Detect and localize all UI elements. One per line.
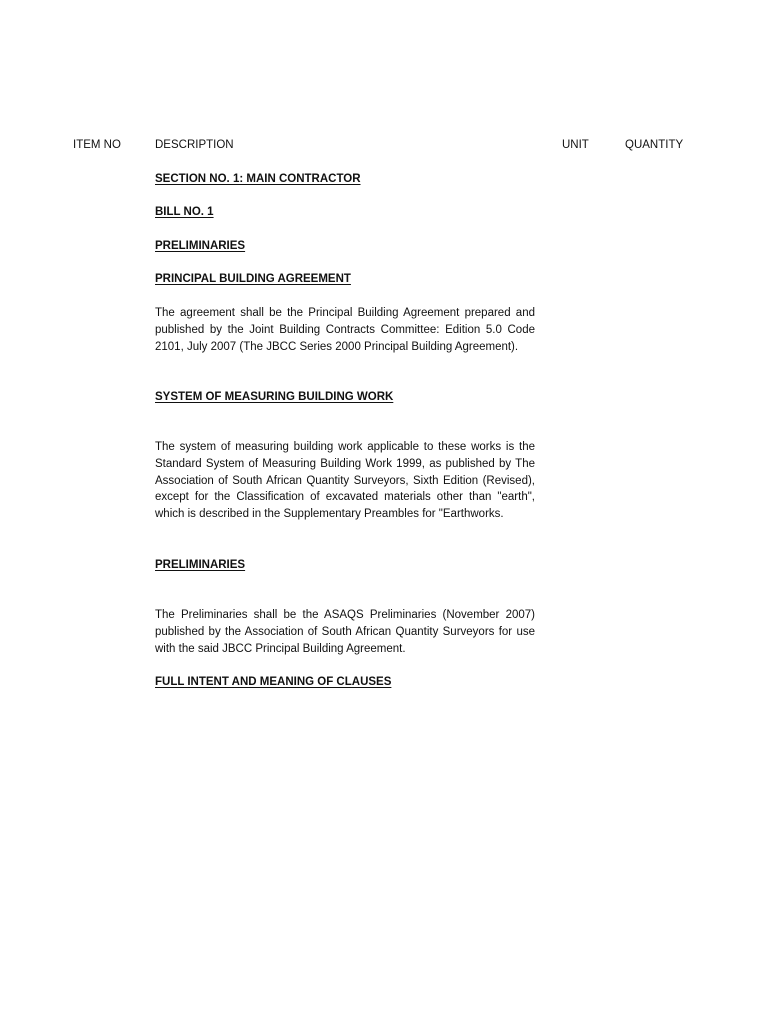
full-intent-heading: FULL INTENT AND MEANING OF CLAUSES [155,676,392,688]
preliminaries-heading-2: PRELIMINARIES [155,559,246,571]
bill-heading: BILL NO. 1 [155,206,214,218]
preliminaries-paragraph: The Preliminaries shall be the ASAQS Preliminaries (November 2007) published by the Association of South African Quantity Surveyors for use with the said JBCC Principal Building Agreement. [155,609,535,655]
principal-agreement-paragraph: The agreement shall be the Principal Building Agreement prepared and published by the Joint Building Contracts Committee: Edition 5.0 Code 2101, July 2007 (The JBCC Series 2000 Principal Building Agreement). [155,307,535,353]
principal-agreement-heading: PRINCIPAL BUILDING AGREEMENT [155,273,351,285]
column-header-item-no: ITEM NO [73,139,121,151]
measuring-system-paragraph: The system of measuring building work applicable to these works is the Standard System of Measuring Building Work 1999, as published by The Association of South African Quantity Surveyors, Sixth Edition (Revised), except for the Classification of excavated materials other than "earth", which is described in the Supplementary Preambles for "Earthworks. [155,441,535,521]
column-header-unit: UNIT [562,139,589,151]
preliminaries-heading: PRELIMINARIES [155,240,246,252]
column-header-quantity: QUANTITY [625,139,684,151]
section-heading: SECTION NO. 1: MAIN CONTRACTOR [155,173,361,185]
measuring-system-heading: SYSTEM OF MEASURING BUILDING WORK [155,391,394,403]
column-header-description: DESCRIPTION [155,139,234,151]
